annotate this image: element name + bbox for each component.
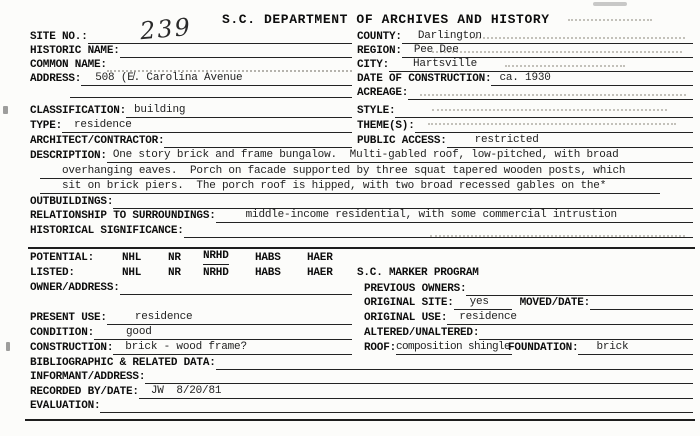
field-value: Hartsville [413,58,478,70]
field-label: ARCHITECT/CONTRACTOR: [30,135,165,147]
field-value: brick - wood frame? [125,341,247,353]
field-architect-contractor [30,135,352,148]
field-label-roof: ROOF: [364,342,397,354]
field-line [145,370,693,384]
field-label: COMMON NAME: [30,59,107,71]
field-line [447,134,693,148]
field-label: SITE NO.: [30,31,88,43]
field-date-of-construction [357,73,693,86]
field-label: ADDRESS: [30,73,82,85]
option-nrhd-underlined: NRHD [203,250,229,265]
description-line-3: sit on brick piers. The porch roof is hipped, with two broad recessed gables on the* [62,180,607,192]
field-label: RECORDED BY/DATE: [30,386,139,398]
field-label-foundation: FOUNDATION: [508,342,579,354]
field-previous-owners [364,283,693,296]
field-label: ACREAGE: [357,87,409,99]
field-original-use [364,312,693,325]
field-label: PRESENT USE: [30,312,107,324]
option-nr: NR [168,267,181,279]
field-line [466,282,693,296]
field-line [40,165,692,179]
field-description-line2 [40,166,692,179]
bottom-rule-line [25,419,695,421]
field-line [88,30,352,44]
field-line [479,326,693,340]
field-present-use [30,312,352,325]
field-line [396,341,512,355]
field-value: residence [459,311,517,323]
field-line [62,119,352,133]
handwritten-site-number: 239 [138,12,193,46]
field-label-moved-date: MOVED/DATE: [519,297,591,309]
field-line [395,104,693,118]
field-label: PREVIOUS OWNERS: [364,283,467,295]
field-label: OUTBUILDINGS: [30,196,114,208]
option-nrhd: NRHD [203,267,229,279]
field-potential [30,252,692,265]
field-public-access [357,135,693,148]
field-relationship-to-surroundings [30,210,693,223]
field-line [402,44,693,58]
field-common-name [30,59,352,72]
field-label: ORIGINAL SITE: [364,297,454,309]
marker-program-label: S.C. MARKER PROGRAM [357,267,479,279]
field-description [30,150,693,163]
field-description-line3 [40,181,660,194]
field-style [357,105,693,118]
field-acreage [357,87,693,100]
field-value: JW 8/20/81 [150,385,222,397]
field-line [454,296,512,310]
field-line [120,44,352,58]
field-value: middle-income residential, with some commercial intrustion [245,209,617,221]
field-value: restricted [474,134,539,146]
field-line [184,224,693,238]
field-value: ca. 1930 [499,72,551,84]
field-label: PUBLIC ACCESS: [357,135,447,147]
field-value: yes [469,296,489,308]
field-line [139,385,693,399]
field-listed [30,267,692,280]
option-habs: HABS [255,267,281,279]
scan-artifact [6,342,10,351]
field-value: Pee Dee [413,44,459,56]
field-label: REGION: [357,45,402,57]
description-line-1: One story brick and frame bungalow. Multi-gabled roof, low-pitched, with broad [112,149,619,161]
field-line [107,311,352,325]
option-nhl: NHL [122,267,142,279]
field-label: BIBLIOGRAPHIC & RELATED DATA: [30,357,216,369]
field-line [40,180,660,194]
field-line [100,399,693,413]
option-haer: HAER [307,267,333,279]
option-haer: HAER [307,252,333,264]
field-value: Darlington [417,30,482,42]
field-line [107,57,352,72]
field-label: CONSTRUCTION: [30,342,114,354]
field-type [30,120,352,133]
field-line [590,296,693,310]
field-county [357,31,693,44]
field-label: RELATIONSHIP TO SURROUNDINGS: [30,210,216,222]
field-label: OWNER/ADDRESS: [30,282,120,294]
scan-artifact [568,19,652,21]
field-bibliographic-data [30,357,693,370]
field-line [126,104,352,118]
field-label: CITY: [357,59,390,71]
field-label: TYPE: [30,120,63,132]
field-construction [30,342,352,355]
field-label: DATE OF CONSTRUCTION: [357,73,492,85]
field-line [389,58,693,72]
field-region [357,45,693,58]
field-line [402,30,693,44]
field-historical-significance [30,225,693,238]
scan-artifact [3,106,8,114]
field-evaluation [30,400,693,413]
field-line [491,72,693,86]
option-habs: HABS [255,252,281,264]
field-line [415,119,693,133]
section-divider-line [28,247,695,249]
field-label: CONDITION: [30,327,95,339]
description-line-2: overhanging eaves. Porch on facade supported by three squat tapered wooden posts, which [62,165,626,177]
field-label: HISTORIC NAME: [30,45,120,57]
form-title: S.C. DEPARTMENT OF ARCHIVES AND HISTORY [222,12,550,27]
field-label: POTENTIAL: [30,252,95,264]
field-line [164,134,352,148]
field-original-site [364,297,693,310]
field-themes [357,120,693,133]
field-city [357,59,693,72]
field-line [120,281,352,295]
field-line [216,356,693,370]
field-line [408,86,693,100]
option-nr: NR [168,252,181,264]
field-value: residence [74,119,132,131]
field-roof-foundation [364,342,693,355]
field-owner-address [30,282,352,295]
field-label: INFORMANT/ADDRESS: [30,371,146,383]
field-line [113,341,352,355]
field-informant-address [30,371,693,384]
field-line [94,326,352,340]
field-recorded-by-date [30,386,693,399]
field-condition [30,327,352,340]
field-value: good [126,326,152,338]
field-line [70,84,352,98]
field-label: THEME(S): [357,120,415,132]
field-label: ALTERED/UNALTERED: [364,327,480,339]
field-value: building [134,104,186,116]
scan-artifact [593,2,627,6]
field-altered-unaltered [364,327,693,340]
field-label: DESCRIPTION: [30,150,107,162]
field-classification [30,105,352,118]
field-label: LISTED: [30,267,75,279]
option-nhl: NHL [122,252,142,264]
field-value: 508 (E̸. Carolina Avenue [95,72,243,84]
field-outbuildings [30,196,693,209]
field-value: residence [134,311,193,323]
field-label: EVALUATION: [30,400,101,412]
field-label: STYLE: [357,105,396,117]
field-label: CLASSIFICATION: [30,105,127,117]
field-line [107,149,693,163]
field-value-roof: composition shingle [396,341,511,353]
field-line [113,195,693,209]
field-label: ORIGINAL USE: [364,312,448,324]
field-line [578,341,693,355]
field-line [216,209,693,223]
field-label: COUNTY: [357,31,402,43]
field-label: HISTORICAL SIGNIFICANCE: [30,225,184,237]
field-value-foundation: brick [596,341,629,353]
field-address-continuation [70,85,352,98]
field-line [447,311,693,325]
